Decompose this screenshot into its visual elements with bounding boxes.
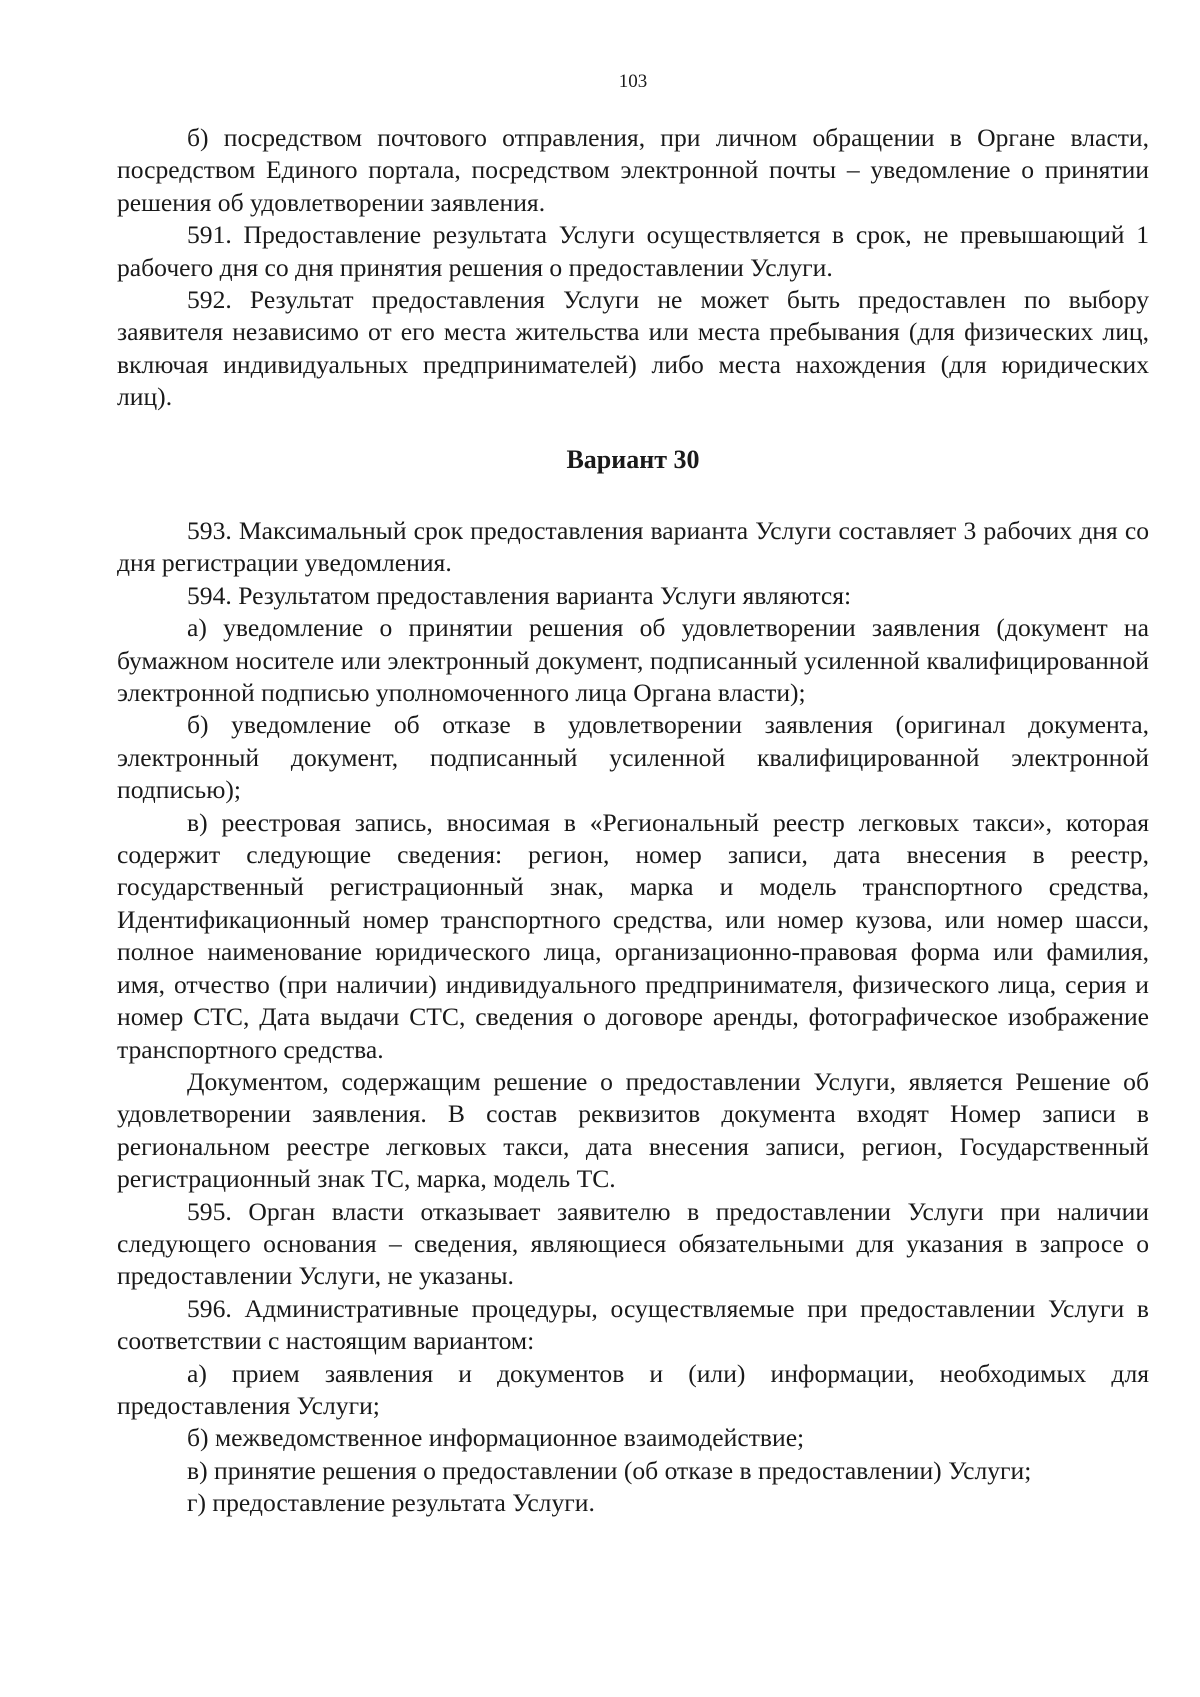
paragraph-596-b: б) межведомственное информационное взаимодействие; [187, 1423, 805, 1453]
section-heading: Вариант 30 [566, 445, 700, 474]
paragraph-594: 594. Результатом предоставления варианта Услуги являются: [187, 580, 852, 610]
paragraph-595: 595. Орган власти отказывает заявителю в предоставлении Услуги при наличии следующего основания – сведения, являющиеся обязательными для указания в запросе о предоставлении Услуги, не указаны. [117, 1196, 1149, 1291]
paragraph-decision-document: Документом, содержащим решение о предоставлении Услуги, является Решение об удовлетворении заявления. В состав реквизитов документа входят Номер записи в региональном реестре легковых такси, дата внесения записи, регион, Государственный регистрационный знак ТС, марка, модель ТС. [117, 1066, 1149, 1194]
paragraph-594-b: б) уведомление об отказе в удовлетворении заявления (оригинал документа, электронный документ, подписанный усиленной квалифицированной электронной подписью); [117, 710, 1149, 805]
paragraph-594-v: в) реестровая запись, вносимая в «Региональный реестр легковых такси», которая содержит следующие сведения: регион, номер записи, дата внесения в реестр, государственный регистрационный знак, марка и модель транспортного средства, Идентификационный номер транспортного средства, или номер кузова, или номер шасси, полное наименование юридического лица, организационно-правовая форма или фамилия, имя, отчество (при наличии) индивидуального предпринимателя, физического лица, серия и номер СТС, Дата выдачи СТС, сведения о договоре аренды, фотографическое изображение транспортного средства. [117, 807, 1149, 1064]
paragraph-594-a: а) уведомление о принятии решения об удовлетворении заявления (документ на бумажном носителе или электронный документ, подписанный усиленной квалифицированной электронной подписью уполномоченного лица Органа власти); [117, 613, 1149, 708]
paragraph-596: 596. Административные процедуры, осуществляемые при предоставлении Услуги в соответствии с настоящим вариантом: [117, 1293, 1149, 1356]
paragraph-591: 591. Предоставление результата Услуги осуществляется в срок, не превышающий 1 рабочего дня со дня принятия решения о предоставлении Услуги. [117, 220, 1149, 282]
paragraph-592: 592. Результат предоставления Услуги не может быть предоставлен по выбору заявителя независимо от его места жительства или места пребывания (для физических лиц, включая индивидуальных предпринимателей) либо места нахождения (для юридических лиц). [117, 285, 1149, 412]
paragraph-596-g: г) предоставление результата Услуги. [187, 1488, 595, 1518]
paragraph-b-delivery: б) посредством почтового отправления, при личном обращении в Органе власти, посредством Единого портала, посредством электронной почты – уведомление о принятии решения об удовлетворении заявления. [117, 123, 1149, 217]
top-text-block [117, 122, 1149, 414]
paragraph-596-v: в) принятие решения о предоставлении (об отказе в предоставлении) Услуги; [187, 1455, 1032, 1485]
paragraph-596-a: а) прием заявления и документов и (или) информации, необходимых для предоставления Услуги; [117, 1358, 1149, 1420]
paragraph-593: 593. Максимальный срок предоставления варианта Услуги составляет 3 рабочих дня со дня регистрации уведомления. [117, 516, 1149, 578]
section-body [117, 515, 1149, 1520]
page-number: 103 [618, 71, 648, 92]
